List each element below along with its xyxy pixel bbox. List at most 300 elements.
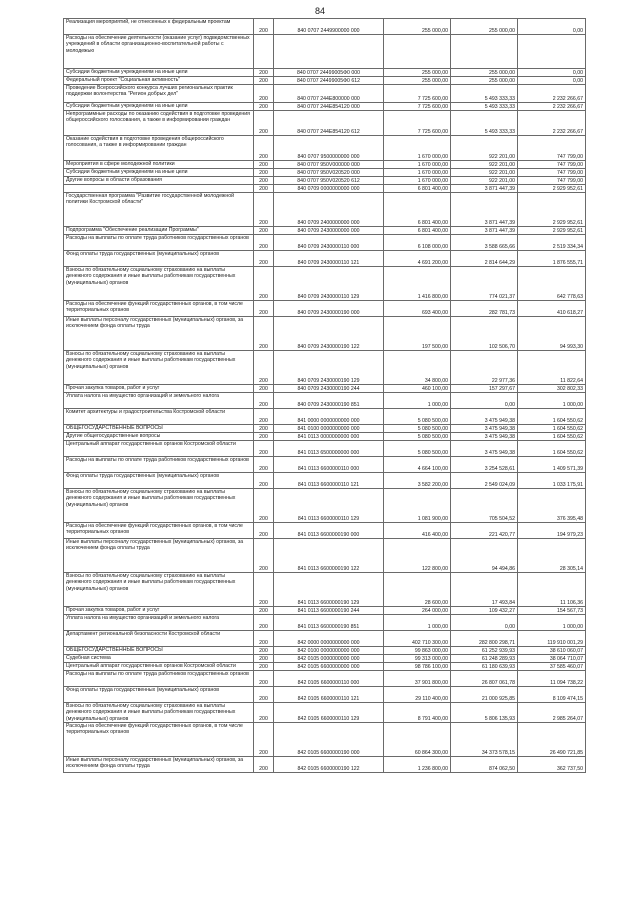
row-approved-amount: 402 710 300,00 (384, 631, 451, 647)
row-approved-amount: 1 416 800,00 (384, 267, 451, 301)
table-row (64, 647, 586, 655)
row-line-code: 200 (254, 19, 274, 35)
row-executed-amount: 3 871 447,39 (451, 227, 518, 235)
table-row (64, 393, 586, 409)
row-approved-amount: 1 670 000,00 (384, 136, 451, 161)
row-description: Расходы на обеспечение функций государственных органов, в том числе территориальных органов (64, 301, 254, 317)
row-executed-amount: 5 806 135,93 (451, 703, 518, 723)
row-unexecuted-amount: 642 778,63 (518, 267, 586, 301)
table-row (64, 409, 586, 425)
page-number: 84 (314, 6, 325, 16)
table-row (64, 19, 586, 35)
row-approved-amount: 1 081 900,00 (384, 489, 451, 523)
row-description: Мероприятия в сфере молодежной политики (64, 161, 254, 169)
row-classification-code: 840 0707 244Е854120 000 (274, 103, 384, 111)
row-executed-amount: 255 000,00 (451, 19, 518, 35)
table-row (64, 489, 586, 523)
row-classification-code: 840 0707 950V000000 000 (274, 161, 384, 169)
row-executed-amount: 5 493 333,33 (451, 85, 518, 103)
row-executed-amount: 17 493,84 (451, 573, 518, 607)
row-classification-code: 840 0709 2430000190 129 (274, 351, 384, 385)
table-row (64, 111, 586, 136)
row-unexecuted-amount: 1 000,00 (518, 615, 586, 631)
row-description: Другие вопросы в области образования (64, 177, 254, 185)
row-line-code: 200 (254, 409, 274, 425)
table-row (64, 671, 586, 687)
table-row (64, 69, 586, 77)
row-unexecuted-amount: 11 094 738,22 (518, 671, 586, 687)
row-description: Непрограммные расходы по оказанию содействия в подготовке проведения общероссийского голосования, а также в информировании граждан (64, 111, 254, 136)
row-approved-amount: 8 791 400,00 (384, 703, 451, 723)
row-line-code: 200 (254, 756, 274, 772)
row-approved-amount: 98 786 100,00 (384, 663, 451, 671)
row-approved-amount: 7 725 600,00 (384, 111, 451, 136)
row-approved-amount: 460 100,00 (384, 385, 451, 393)
table-row (64, 169, 586, 177)
row-unexecuted-amount: 2 232 266,67 (518, 85, 586, 103)
row-approved-amount: 37 901 800,00 (384, 671, 451, 687)
row-description: Уплата налога на имущество организаций и земельного налога (64, 615, 254, 631)
row-description: Иные выплаты персоналу государственных (муниципальных) органов, за исключением фонда оплаты труда (64, 756, 254, 772)
row-approved-amount: 1 670 000,00 (384, 161, 451, 169)
row-approved-amount: 28 600,00 (384, 573, 451, 607)
row-unexecuted-amount: 302 802,33 (518, 385, 586, 393)
row-line-code: 200 (254, 301, 274, 317)
row-description: Расходы на обеспечение функций государственных органов, в том числе территориальных органов (64, 722, 254, 756)
row-classification-code: 842 0105 6600000110 121 (274, 687, 384, 703)
row-unexecuted-amount: 37 585 460,07 (518, 663, 586, 671)
row-classification-code: 842 0105 6600000000 000 (274, 663, 384, 671)
row-executed-amount: 922 201,00 (451, 161, 518, 169)
row-classification-code: 842 0105 6600000190 000 (274, 722, 384, 756)
row-approved-amount: 1 670 000,00 (384, 169, 451, 177)
table-row (64, 703, 586, 723)
row-classification-code: 840 0709 2400000000 000 (274, 193, 384, 227)
table-row (64, 351, 586, 385)
row-approved-amount: 5 080 500,00 (384, 425, 451, 433)
table-row (64, 185, 586, 193)
row-approved-amount: 5 080 500,00 (384, 441, 451, 457)
row-description: Расходы на обеспечение функций государственных органов, в том числе территориальных органов (64, 523, 254, 539)
row-classification-code (274, 35, 384, 69)
row-unexecuted-amount: 1 604 550,62 (518, 441, 586, 457)
row-line-code: 200 (254, 136, 274, 161)
row-classification-code: 840 0707 24499005Ф0 000 (274, 69, 384, 77)
row-unexecuted-amount: 1 876 555,71 (518, 251, 586, 267)
row-description: Оказание содействия в подготовке проведения общероссийского голосования, а также в информировании граждан (64, 136, 254, 161)
row-approved-amount: 4 664 100,00 (384, 457, 451, 473)
row-unexecuted-amount: 94 993,30 (518, 317, 586, 351)
row-executed-amount: 34 373 578,15 (451, 722, 518, 756)
row-executed-amount: 26 807 061,78 (451, 671, 518, 687)
table-row (64, 441, 586, 457)
row-description: ОБЩЕГОСУДАРСТВЕННЫЕ ВОПРОСЫ (64, 647, 254, 655)
row-description: Другие общегосударственные вопросы (64, 433, 254, 441)
row-unexecuted-amount: 747 799,00 (518, 177, 586, 185)
row-unexecuted-amount: 11 106,36 (518, 573, 586, 607)
row-classification-code: 840 0707 244Е800000 000 (274, 85, 384, 103)
table-row (64, 227, 586, 235)
row-unexecuted-amount: 194 979,23 (518, 523, 586, 539)
row-executed-amount: 3 475 949,38 (451, 433, 518, 441)
row-unexecuted-amount: 376 395,48 (518, 489, 586, 523)
row-description: Уплата налога на имущество организаций и земельного налога (64, 393, 254, 409)
row-classification-code: 840 0707 950V020520 612 (274, 177, 384, 185)
table-row (64, 539, 586, 573)
row-executed-amount: 282 800 298,71 (451, 631, 518, 647)
row-description: ОБЩЕГОСУДАРСТВЕННЫЕ ВОПРОСЫ (64, 425, 254, 433)
row-description: Департамент региональной безопасности Костромской области (64, 631, 254, 647)
row-classification-code: 841 0113 0000000000 000 (274, 433, 384, 441)
row-approved-amount: 4 691 200,00 (384, 251, 451, 267)
table-row (64, 235, 586, 251)
row-line-code: 200 (254, 457, 274, 473)
row-unexecuted-amount: 1 604 550,62 (518, 409, 586, 425)
row-unexecuted-amount: 1 033 175,91 (518, 473, 586, 489)
table-row (64, 161, 586, 169)
row-classification-code: 840 0709 2430000190 000 (274, 301, 384, 317)
row-unexecuted-amount: 2 929 952,61 (518, 227, 586, 235)
table-row (64, 103, 586, 111)
table-row (64, 425, 586, 433)
row-executed-amount: 774 021,37 (451, 267, 518, 301)
row-line-code: 200 (254, 489, 274, 523)
row-unexecuted-amount: 1 604 550,62 (518, 425, 586, 433)
row-line-code: 200 (254, 227, 274, 235)
row-approved-amount: 255 000,00 (384, 19, 451, 35)
row-executed-amount: 2 814 644,29 (451, 251, 518, 267)
row-description: Взносы по обязательному социальному страхованию на выплаты денежного содержания и иные выплаты работникам государственных (муниципальных) органов (64, 703, 254, 723)
table-row (64, 655, 586, 663)
row-line-code: 200 (254, 441, 274, 457)
row-executed-amount: 922 201,00 (451, 169, 518, 177)
row-classification-code: 840 0709 0000000000 000 (274, 185, 384, 193)
table-row (64, 317, 586, 351)
row-classification-code: 842 0105 6600000110 000 (274, 671, 384, 687)
row-executed-amount: 3 475 949,38 (451, 425, 518, 433)
row-unexecuted-amount: 747 799,00 (518, 169, 586, 177)
row-classification-code: 840 0707 24499005Ф0 612 (274, 77, 384, 85)
row-unexecuted-amount: 0,00 (518, 19, 586, 35)
table-row (64, 722, 586, 756)
row-executed-amount: 922 201,00 (451, 136, 518, 161)
row-line-code: 200 (254, 177, 274, 185)
row-approved-amount: 5 080 500,00 (384, 409, 451, 425)
row-description: Субсидии бюджетным учреждениям на иные цели (64, 169, 254, 177)
row-unexecuted-amount: 1 000,00 (518, 393, 586, 409)
table-row (64, 615, 586, 631)
row-approved-amount: 693 400,00 (384, 301, 451, 317)
row-classification-code: 842 0105 6600000110 129 (274, 703, 384, 723)
row-line-code: 200 (254, 351, 274, 385)
row-executed-amount: 21 000 925,85 (451, 687, 518, 703)
row-classification-code: 840 0709 2430000190 244 (274, 385, 384, 393)
row-unexecuted-amount: 28 305,14 (518, 539, 586, 573)
row-description: Фонд оплаты труда государственных (муниципальных) органов (64, 251, 254, 267)
row-classification-code: 841 0113 6600000190 851 (274, 615, 384, 631)
row-classification-code: 842 0105 0000000000 000 (274, 655, 384, 663)
row-unexecuted-amount: 2 985 264,07 (518, 703, 586, 723)
row-approved-amount: 6 801 400,00 (384, 193, 451, 227)
table-row (64, 663, 586, 671)
row-executed-amount: 61 252 939,93 (451, 647, 518, 655)
row-classification-code: 840 0707 950V020520 000 (274, 169, 384, 177)
row-approved-amount: 3 582 200,00 (384, 473, 451, 489)
row-line-code: 200 (254, 317, 274, 351)
table-row (64, 473, 586, 489)
row-unexecuted-amount: 0,00 (518, 77, 586, 85)
row-unexecuted-amount: 1 604 550,62 (518, 433, 586, 441)
row-description: Расходы на выплаты по оплате труда работников государственных органов (64, 235, 254, 251)
row-line-code: 200 (254, 539, 274, 573)
row-executed-amount: 922 201,00 (451, 177, 518, 185)
row-classification-code: 840 0709 2430000000 000 (274, 227, 384, 235)
row-approved-amount: 1 000,00 (384, 615, 451, 631)
row-approved-amount: 5 080 500,00 (384, 433, 451, 441)
row-unexecuted-amount: 119 910 001,29 (518, 631, 586, 647)
row-executed-amount: 157 297,67 (451, 385, 518, 393)
row-line-code: 200 (254, 161, 274, 169)
row-executed-amount: 221 420,77 (451, 523, 518, 539)
row-line-code: 200 (254, 267, 274, 301)
row-line-code: 200 (254, 69, 274, 77)
row-description: Расходы на выплаты по оплате труда работников государственных органов (64, 671, 254, 687)
row-line-code: 200 (254, 103, 274, 111)
row-unexecuted-amount: 154 567,73 (518, 607, 586, 615)
row-line-code: 200 (254, 671, 274, 687)
row-line-code: 200 (254, 703, 274, 723)
row-line-code: 200 (254, 251, 274, 267)
row-line-code: 200 (254, 169, 274, 177)
row-description: Взносы по обязательному социальному страхованию на выплаты денежного содержания и иные выплаты работникам государственных (муниципальных) органов (64, 489, 254, 523)
row-approved-amount: 34 800,00 (384, 351, 451, 385)
table-row (64, 193, 586, 227)
row-executed-amount: 94 494,86 (451, 539, 518, 573)
row-description: Иные выплаты персоналу государственных (муниципальных) органов, за исключением фонда оплаты труда (64, 317, 254, 351)
row-classification-code: 842 0100 0000000000 000 (274, 647, 384, 655)
row-line-code: 200 (254, 77, 274, 85)
table-row (64, 35, 586, 69)
row-line-code: 200 (254, 687, 274, 703)
row-line-code: 200 (254, 573, 274, 607)
row-line-code: 200 (254, 193, 274, 227)
row-line-code: 200 (254, 523, 274, 539)
row-executed-amount: 255 000,00 (451, 77, 518, 85)
row-approved-amount: 7 725 600,00 (384, 85, 451, 103)
table-row (64, 631, 586, 647)
row-description: Расходы на обеспечение деятельности (оказание услуг) подведомственных учреждений в области организационно-воспитательной работы с молодежью (64, 35, 254, 69)
row-classification-code: 841 0113 6600000190 129 (274, 573, 384, 607)
row-line-code: 200 (254, 655, 274, 663)
row-line-code: 200 (254, 425, 274, 433)
table-row (64, 385, 586, 393)
row-executed-amount: 22 977,36 (451, 351, 518, 385)
row-line-code: 200 (254, 85, 274, 103)
table-row (64, 687, 586, 703)
table-row (64, 177, 586, 185)
row-executed-amount: 3 871 447,39 (451, 193, 518, 227)
row-line-code: 200 (254, 663, 274, 671)
row-approved-amount: 197 500,00 (384, 317, 451, 351)
row-approved-amount: 99 863 000,00 (384, 647, 451, 655)
row-description: Расходы на выплаты по оплате труда работников государственных органов (64, 457, 254, 473)
row-line-code: 200 (254, 722, 274, 756)
row-unexecuted-amount: 8 109 474,15 (518, 687, 586, 703)
row-executed-amount: 2 549 024,09 (451, 473, 518, 489)
table-row (64, 573, 586, 607)
row-description: Прочая закупка товаров, работ и услуг (64, 607, 254, 615)
table-row (64, 607, 586, 615)
row-approved-amount: 6 801 400,00 (384, 185, 451, 193)
row-approved-amount: 264 000,00 (384, 607, 451, 615)
row-classification-code: 841 0000 0000000000 000 (274, 409, 384, 425)
row-line-code: 200 (254, 433, 274, 441)
row-line-code: 200 (254, 615, 274, 631)
row-line-code: 200 (254, 235, 274, 251)
row-executed-amount: 61 180 639,93 (451, 663, 518, 671)
row-description: Фонд оплаты труда государственных (муниципальных) органов (64, 473, 254, 489)
table-row (64, 523, 586, 539)
table-row (64, 756, 586, 772)
row-unexecuted-amount: 747 799,00 (518, 161, 586, 169)
row-executed-amount: 282 781,73 (451, 301, 518, 317)
row-line-code: 200 (254, 385, 274, 393)
row-executed-amount: 109 432,27 (451, 607, 518, 615)
table-row (64, 85, 586, 103)
row-unexecuted-amount: 2 929 952,61 (518, 185, 586, 193)
row-executed-amount: 5 493 333,33 (451, 103, 518, 111)
row-executed-amount (451, 35, 518, 69)
table-row (64, 267, 586, 301)
row-executed-amount: 255 000,00 (451, 69, 518, 77)
row-description: Взносы по обязательному социальному страхованию на выплаты денежного содержания и иные выплаты работникам государственных (муниципальных) органов (64, 573, 254, 607)
row-executed-amount: 3 871 447,39 (451, 185, 518, 193)
row-description: Подпрограмма "Обеспечение реализации Программы" (64, 227, 254, 235)
row-description: Судебная система (64, 655, 254, 663)
row-executed-amount: 0,00 (451, 615, 518, 631)
row-description: Взносы по обязательному социальному страхованию на выплаты денежного содержания и иные выплаты работникам государственных (муниципальных) органов (64, 351, 254, 385)
row-executed-amount: 705 504,52 (451, 489, 518, 523)
row-approved-amount: 99 313 000,00 (384, 655, 451, 663)
row-classification-code: 842 0105 6600000190 122 (274, 756, 384, 772)
row-classification-code: 841 0113 6600000190 000 (274, 523, 384, 539)
row-description: Фонд оплаты труда государственных (муниципальных) органов (64, 687, 254, 703)
row-classification-code: 840 0709 2430000190 122 (274, 317, 384, 351)
row-description: Проведение Всероссийского конкурса лучших региональных практик поддержки волонтерства "Регион добрых дел" (64, 85, 254, 103)
row-unexecuted-amount: 38 064 710,07 (518, 655, 586, 663)
row-classification-code: 840 0709 2430000110 000 (274, 235, 384, 251)
row-description: Взносы по обязательному социальному страхованию на выплаты денежного содержания и иные выплаты работникам государственных (муниципальных) органов (64, 267, 254, 301)
table-row (64, 433, 586, 441)
row-approved-amount (384, 35, 451, 69)
table-row (64, 301, 586, 317)
row-unexecuted-amount (518, 35, 586, 69)
row-executed-amount: 3 254 528,61 (451, 457, 518, 473)
row-description: Реализация мероприятий, не отнесенных к федеральным проектам (64, 19, 254, 35)
row-classification-code: 841 0113 6600000190 122 (274, 539, 384, 573)
row-classification-code: 841 0113 6600000110 129 (274, 489, 384, 523)
row-unexecuted-amount: 2 519 334,34 (518, 235, 586, 251)
row-classification-code: 841 0113 6500000000 000 (274, 441, 384, 457)
row-unexecuted-amount: 11 822,64 (518, 351, 586, 385)
row-executed-amount: 874 062,50 (451, 756, 518, 772)
row-unexecuted-amount: 2 232 266,67 (518, 103, 586, 111)
row-unexecuted-amount: 410 618,27 (518, 301, 586, 317)
row-description: Центральный аппарат государственных органов Костромской области (64, 441, 254, 457)
row-description: Прочая закупка товаров, работ и услуг (64, 385, 254, 393)
row-unexecuted-amount: 0,00 (518, 69, 586, 77)
row-line-code: 200 (254, 473, 274, 489)
row-line-code: 200 (254, 607, 274, 615)
row-line-code: 200 (254, 111, 274, 136)
row-unexecuted-amount: 1 409 571,39 (518, 457, 586, 473)
row-unexecuted-amount: 2 929 952,61 (518, 193, 586, 227)
row-executed-amount: 3 475 949,38 (451, 409, 518, 425)
row-executed-amount: 0,00 (451, 393, 518, 409)
row-executed-amount: 102 506,70 (451, 317, 518, 351)
row-approved-amount: 1 236 800,00 (384, 756, 451, 772)
row-executed-amount: 5 493 333,33 (451, 111, 518, 136)
row-classification-code: 840 0707 9500000000 000 (274, 136, 384, 161)
row-classification-code: 840 0707 2449900000 000 (274, 19, 384, 35)
row-line-code: 200 (254, 631, 274, 647)
row-unexecuted-amount: 2 232 266,67 (518, 111, 586, 136)
row-approved-amount: 255 000,00 (384, 69, 451, 77)
row-approved-amount: 7 725 600,00 (384, 103, 451, 111)
row-executed-amount: 61 248 289,93 (451, 655, 518, 663)
row-approved-amount: 60 864 300,00 (384, 722, 451, 756)
row-classification-code: 840 0709 2430000110 129 (274, 267, 384, 301)
row-approved-amount: 1 000,00 (384, 393, 451, 409)
budget-execution-table (63, 18, 586, 773)
row-approved-amount: 29 110 400,00 (384, 687, 451, 703)
row-unexecuted-amount: 747 799,00 (518, 136, 586, 161)
row-classification-code: 841 0100 0000000000 000 (274, 425, 384, 433)
row-approved-amount: 122 800,00 (384, 539, 451, 573)
table-row (64, 77, 586, 85)
row-description: Субсидии бюджетным учреждениям на иные цели (64, 69, 254, 77)
row-approved-amount: 6 108 000,00 (384, 235, 451, 251)
table-row (64, 251, 586, 267)
table-row (64, 136, 586, 161)
row-line-code: 200 (254, 647, 274, 655)
row-line-code: 200 (254, 393, 274, 409)
row-approved-amount: 255 000,00 (384, 77, 451, 85)
row-approved-amount: 416 400,00 (384, 523, 451, 539)
row-classification-code: 841 0113 6600000110 000 (274, 457, 384, 473)
row-line-code (254, 35, 274, 69)
row-classification-code: 840 0709 2430000190 851 (274, 393, 384, 409)
row-approved-amount: 1 670 000,00 (384, 177, 451, 185)
row-classification-code: 840 0707 244Е854120 612 (274, 111, 384, 136)
row-description (64, 185, 254, 193)
row-classification-code: 842 0000 0000000000 000 (274, 631, 384, 647)
row-description: Иные выплаты персоналу государственных (муниципальных) органов, за исключением фонда оплаты труда (64, 539, 254, 573)
row-description: Комитет архитектуры и градостроительства Костромской области (64, 409, 254, 425)
row-description: Субсидии бюджетным учреждениям на иные цели (64, 103, 254, 111)
row-classification-code: 841 0113 6600000110 121 (274, 473, 384, 489)
row-classification-code: 840 0709 2430000110 121 (274, 251, 384, 267)
row-unexecuted-amount: 362 737,50 (518, 756, 586, 772)
row-line-code: 200 (254, 185, 274, 193)
row-description: Центральный аппарат государственных органов Костромской области (64, 663, 254, 671)
row-classification-code: 841 0113 6600000190 244 (274, 607, 384, 615)
row-executed-amount: 3 475 949,38 (451, 441, 518, 457)
row-executed-amount: 3 588 665,66 (451, 235, 518, 251)
row-approved-amount: 6 801 400,00 (384, 227, 451, 235)
row-description: Государственная программа "Развитие государственной молодежной политики Костромской области" (64, 193, 254, 227)
row-unexecuted-amount: 38 610 060,07 (518, 647, 586, 655)
